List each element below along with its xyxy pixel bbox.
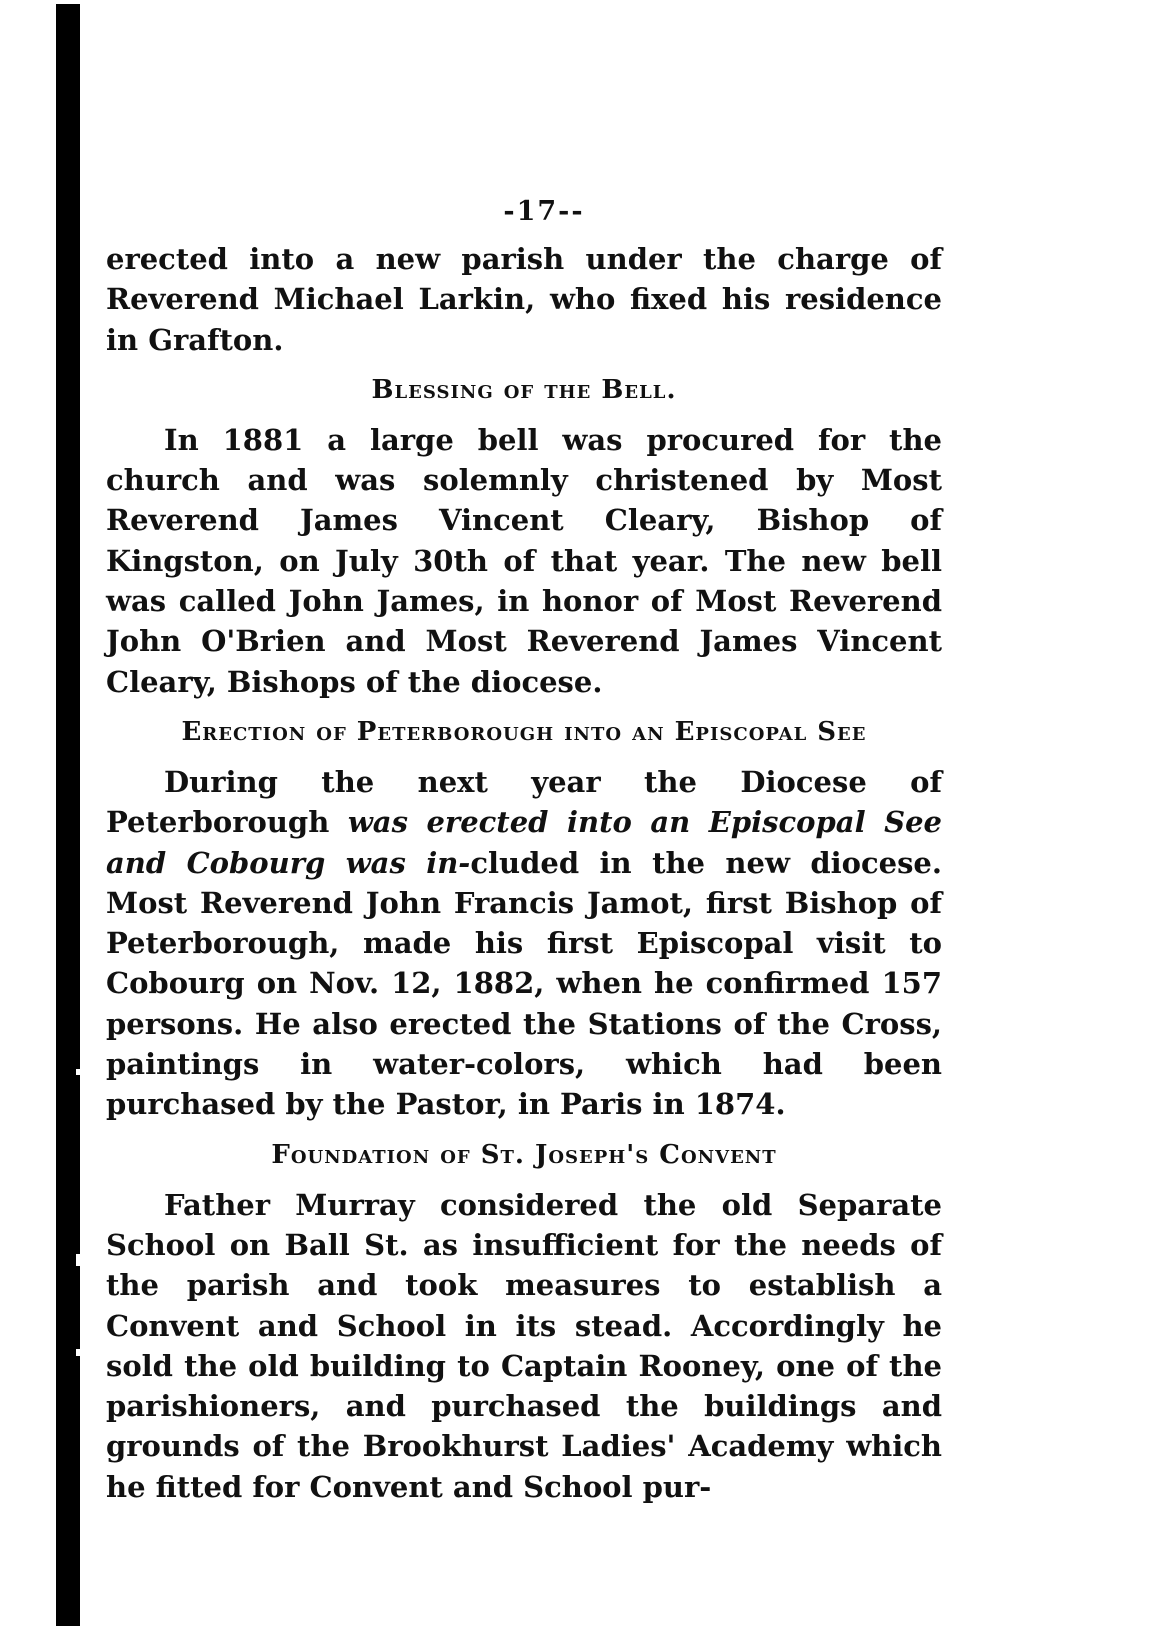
section-heading-erection-of-peterborough: Erection of Peterborough into an Episcopal See — [181, 716, 867, 747]
book-page — [106, 196, 942, 1507]
binding-notch — [76, 1069, 81, 1075]
opening-paragraph: erected into a new parish under the charge of Reverend Michael Larkin, who fixed his residence in Grafton. — [106, 242, 942, 357]
section-heading-foundation-of-convent: Foundation of St. Joseph's Convent — [271, 1139, 777, 1170]
binding-notch — [76, 1349, 81, 1356]
paragraph-erection-of-peterborough — [106, 762, 942, 1125]
binding-notch — [76, 1254, 82, 1266]
section-heading-blessing-of-the-bell: Blessing of the Bell. — [371, 374, 677, 405]
page-number: -17-- — [503, 196, 585, 227]
paragraph-text-italic: was erected into an Episcopal See and Cobourg was in- — [106, 805, 942, 880]
paragraph-text-start: During the next year the Diocese of Peterborough — [106, 764, 942, 840]
paragraph-foundation-of-convent: Father Murray considered the old Separate School on Ball St. as insufficient for the needs of the parish and took measures to establish a Convent and School in its stead. Accordingly he sold the old building to Captain Rooney, one of the parishioners, and purchased the buildings and grounds of the Brookhurst Ladies' Academy which he fitted for Convent and School pur- — [106, 1187, 942, 1504]
paragraph-blessing-of-the-bell: In 1881 a large bell was procured for the church and was solemnly christened by Most Reverend James Vincent Cleary, Bishop of Kingston, on July 30th of that year. The new bell was called John James, in honor of Most Reverend John O'Brien and Most Reverend James Vincent Cleary, Bishops of the diocese. — [106, 422, 942, 699]
binding-edge — [56, 4, 80, 1626]
paragraph-text-end: cluded in the new diocese. Most Reverend John Francis Jamot, first Bishop of Peterborough, made his first Episcopal visit to Cobourg on Nov. 12, 1882, when he confirmed 157 persons. He also erected the Stations of the Cross, paintings in water-colors, which had been purchased by the Pastor, in Paris in 1874. — [106, 845, 942, 1122]
